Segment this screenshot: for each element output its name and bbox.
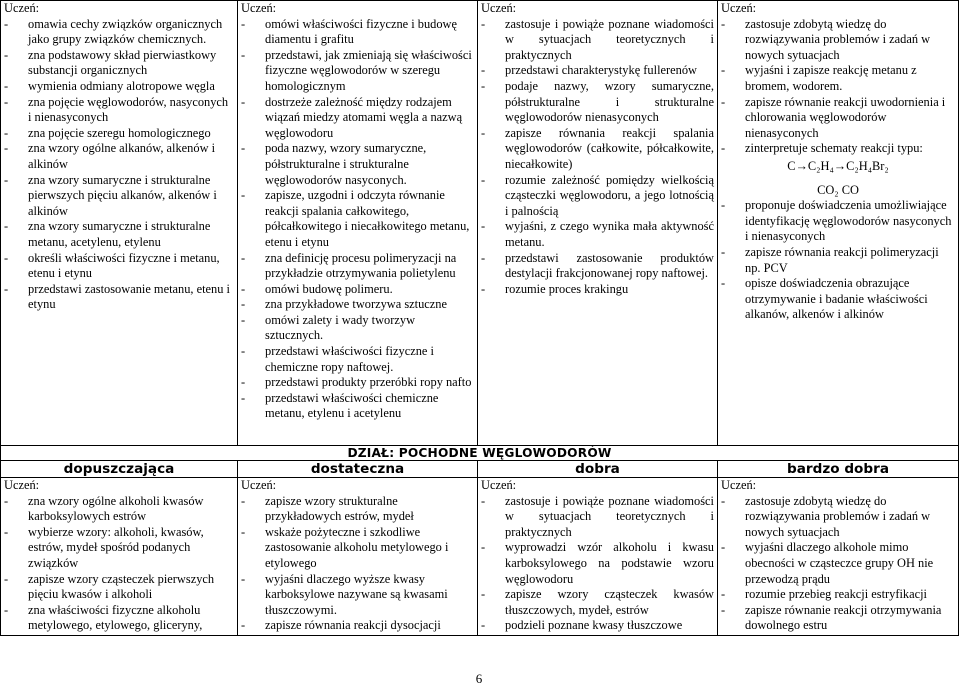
bottom-col-1 (1, 478, 238, 636)
section-row (1, 446, 959, 461)
list-item: - zna przykładowe tworzywa sztuczne (241, 297, 474, 313)
list-item: - zapisze wzory cząsteczek kwasów tłuszczowych, mydeł, estrów (481, 587, 714, 618)
list-item: - omówi zalety i wady tworzyw sztucznych. (241, 313, 474, 344)
list-item: - przedstawi zastosowanie produktów destylacji frakcjonowanej ropy naftowej. (481, 251, 714, 282)
list-item: - wyjaśni, z czego wynika mała aktywność metanu. (481, 219, 714, 250)
list-item: - podzieli poznane kwasy tłuszczowe (481, 618, 714, 634)
list-item: - przedstawi właściwości fizyczne i chemiczne ropy naftowej. (241, 344, 474, 375)
student-label: Uczeń: (4, 1, 40, 15)
grade-header: dobra (478, 461, 718, 478)
list-item: - zastosuje zdobytą wiedzę do rozwiązywania problemów i zadań w nowych sytuacjach (721, 17, 955, 64)
list-item: - zna właściwości fizyczne alkoholu metylowego, etylowego, gliceryny, (4, 603, 234, 634)
page-number: 6 (475, 671, 483, 686)
list-item: - wyjaśni dlaczego wyższe kwasy karboksylowe nazywane są kwasami tłuszczowymi. (241, 572, 474, 619)
list-item: - wyprowadzi wzór alkoholu i kwasu karboksylowego na podstawie wzoru węglowodoru (481, 540, 714, 587)
list-item: - przedstawi produkty przeróbki ropy nafto (241, 375, 474, 391)
bottom-col-4 (718, 478, 959, 636)
list-item: - zapisze równania reakcji dysocjacji (241, 618, 474, 634)
list-item: - wyjaśni dlaczego alkohole mimo obecności w cząsteczce grupy OH nie przewodzą prądu (721, 540, 955, 587)
list-item: - zapisze wzory strukturalne przykładowych estrów, mydeł (241, 494, 474, 525)
list-item: - zapisze równania reakcji spalania węglowodorów (całkowite, półcałkowite, niecałkowite) (481, 126, 714, 173)
grade-header: dopuszczająca (1, 461, 238, 478)
list-item: - zna wzory sumaryczne i strukturalne metanu, acetylenu, etylenu (4, 219, 234, 250)
list-item: - zastosuje i powiąże poznane wiadomości w sytuacjach teoretycznych i praktycznych (481, 494, 714, 541)
list-item: - zapisze równanie reakcji otrzymywania dowolnego estru (721, 603, 955, 634)
list-item: - zapisze równanie reakcji uwodornienia i chlorowania węglowodorów nienasyconych (721, 95, 955, 142)
list-item: - rozumie przebieg reakcji estryfikacji (721, 587, 955, 603)
student-label: Uczeń: (4, 478, 40, 492)
list-item: - zapisze, uzgodni i odczyta równanie reakcji spalania całkowitego, półcałkowitego i niecałkowitego metanu, etenu i etynu (241, 188, 474, 250)
bottom-col-3 (478, 478, 718, 636)
top-col-2 (238, 1, 478, 446)
top-row (1, 1, 959, 446)
list-item: - zna wzory ogólne alkoholi kwasów karboksylowych estrów (4, 494, 234, 525)
list-item: - zna pojęcie węglowodorów, nasyconych i nienasyconych (4, 95, 234, 126)
grades-row (1, 461, 959, 478)
list-item: - proponuje doświadczenia umożliwiające identyfikację węglowodorów nasyconych i nienasyconych (721, 198, 955, 245)
grade-header: bardzo dobra (718, 461, 959, 478)
top-col-4 (718, 1, 959, 446)
list-item: - zna podstawowy skład pierwiastkowy substancji organicznych (4, 48, 234, 79)
top-col-1 (1, 1, 238, 446)
student-label: Uczeń: (721, 478, 757, 492)
list-item: - wymienia odmiany alotropowe węgla (4, 79, 234, 95)
section-title: DZIAŁ: POCHODNE WĘGLOWODORÓW (1, 446, 959, 461)
list-item: - wyjaśni i zapisze reakcję metanu z bromem, wodorem. (721, 63, 955, 94)
bottom-col-2 (238, 478, 478, 636)
list-item: - poda nazwy, wzory sumaryczne, półstrukturalne i strukturalne węglowodorów nasyconych. (241, 141, 474, 188)
list-item: - dostrzeże zależność między rodzajem wiązań miedzy atomami węgla a nazwą węglowodoru (241, 95, 474, 142)
list-item: - zastosuje i powiąże poznane wiadomości w sytuacjach teoretycznych i praktycznych (481, 17, 714, 64)
bottom-row (1, 478, 959, 636)
list-item: - przedstawi, jak zmieniają się właściwości fizyczne węglowodorów w szeregu homologicznym (241, 48, 474, 95)
list-item: - opisze doświadczenia obrazujące otrzymywanie i badanie właściwości alkanów, alkenów i alkinów (721, 276, 955, 323)
list-item: - wskaże pożyteczne i szkodliwe zastosowanie alkoholu metylowego i etylowego (241, 525, 474, 572)
list-item: - wybierze wzory: alkoholi, kwasów, estrów, mydeł spośród podanych związków (4, 525, 234, 572)
list-item: - zna pojęcie szeregu homologicznego (4, 126, 234, 142)
student-label: Uczeń: (721, 1, 757, 15)
list-item: - omawia cechy związków organicznych jako grupy związków chemicznych. (4, 17, 234, 48)
list-item: - zinterpretuje schematy reakcji typu: (721, 141, 955, 157)
list-item: - podaje nazwy, wzory sumaryczne, półstrukturalne i strukturalne węglowodorów nienasyconych (481, 79, 714, 126)
list-item: - zapisze równania reakcji polimeryzacji np. PCV (721, 245, 955, 276)
top-col-3 (478, 1, 718, 446)
list-item: - przedstawi właściwości chemiczne metanu, etylenu i acetylenu (241, 391, 474, 422)
list-item: - przedstawi charakterystykę fullerenów (481, 63, 714, 79)
list-item: - zna wzory sumaryczne i strukturalne pierwszych pięciu alkanów, alkenów i alkinów (4, 173, 234, 220)
student-label: Uczeń: (241, 478, 277, 492)
list-item: - omówi właściwości fizyczne i budowę diamentu i grafitu (241, 17, 474, 48)
list-item: - zapisze wzory cząsteczek pierwszych pięciu kwasów i alkoholi (4, 572, 234, 603)
reaction-scheme-products: CO₂ CO (817, 182, 859, 197)
student-label: Uczeń: (481, 478, 517, 492)
list-item: - zna definicję procesu polimeryzacji na przykładzie otrzymywania polietylenu (241, 251, 474, 282)
list-item: - przedstawi zastosowanie metanu, etenu i etynu (4, 282, 234, 313)
grade-header: dostateczna (238, 461, 478, 478)
student-label: Uczeń: (481, 1, 517, 15)
student-label: Uczeń: (241, 1, 277, 15)
reaction-scheme: C→C₂H₄→C₂H₄Br₂ (787, 158, 889, 173)
list-item: - rozumie zależność pomiędzy wielkością cząsteczki węglowodoru, a jego lotnością i palnością (481, 173, 714, 220)
list-item: - zna wzory ogólne alkanów, alkenów i alkinów (4, 141, 234, 172)
list-item: - zastosuje zdobytą wiedzę do rozwiązywania problemów i zadań w nowych sytuacjach (721, 494, 955, 541)
list-item: - określi właściwości fizyczne i metanu, etenu i etynu (4, 251, 234, 282)
list-item: - rozumie proces krakingu (481, 282, 714, 298)
list-item: - omówi budowę polimeru. (241, 282, 474, 298)
